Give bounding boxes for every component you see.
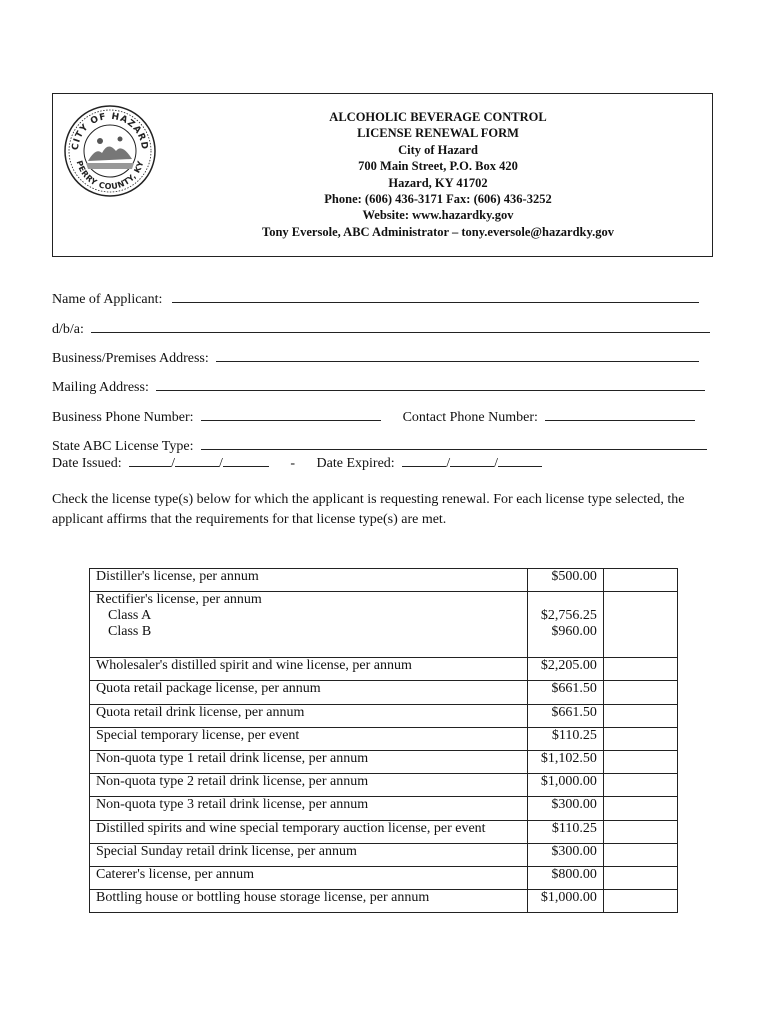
table-row bbox=[90, 797, 678, 820]
license-checkbox[interactable] bbox=[603, 592, 677, 658]
header-title: ALCOHOLIC BEVERAGE CONTROL bbox=[329, 110, 547, 124]
license-checkbox[interactable] bbox=[603, 658, 677, 681]
business-phone-field[interactable] bbox=[201, 408, 381, 421]
license-checkbox[interactable] bbox=[603, 820, 677, 843]
rectifier-class-b-fee: $960.00 bbox=[551, 624, 597, 640]
rectifier-class-a-fee: $2,756.25 bbox=[540, 608, 597, 624]
header-website: Website: www.hazardky.gov bbox=[362, 208, 514, 223]
license-label: Quota retail drink license, per annum bbox=[90, 704, 528, 727]
license-fee: $300.00 bbox=[527, 843, 603, 866]
rectifier-class-a-label: Class A bbox=[108, 608, 152, 624]
license-fee: $1,000.00 bbox=[527, 774, 603, 797]
license-fee: $300.00 bbox=[527, 797, 603, 820]
license-checkbox[interactable] bbox=[603, 750, 677, 773]
dba-label: d/b/a: bbox=[52, 322, 84, 337]
table-row bbox=[90, 592, 678, 658]
date-expired-slash-1: / bbox=[446, 456, 451, 471]
license-fee: $800.00 bbox=[527, 866, 603, 889]
date-expired-month-field[interactable] bbox=[402, 454, 446, 467]
license-fee-table bbox=[89, 568, 678, 913]
rectifier-cell bbox=[90, 592, 528, 658]
instructions-text: Check the license type(s) below for which the applicant is requesting renewal. For each license type selected, the applicant affirms that the requirements for that license type(s) are met. bbox=[52, 492, 685, 527]
license-label: Non-quota type 1 retail drink license, per annum bbox=[90, 750, 528, 773]
license-label: Bottling house or bottling house storage license, per annum bbox=[90, 890, 528, 913]
table-row bbox=[90, 774, 678, 797]
business-address-row bbox=[52, 349, 699, 367]
city-seal-logo bbox=[62, 103, 158, 199]
header-city-state: Hazard, KY 41702 bbox=[388, 175, 488, 190]
license-label: Distiller's license, per annum bbox=[90, 569, 528, 592]
license-label: Non-quota type 2 retail drink license, per annum bbox=[90, 774, 528, 797]
date-issued-label: Date Issued: bbox=[52, 456, 122, 471]
phone-row bbox=[52, 408, 695, 426]
table-row bbox=[90, 750, 678, 773]
license-label: Distilled spirits and wine special temporary auction license, per event bbox=[90, 820, 528, 843]
table-row bbox=[90, 890, 678, 913]
table-row bbox=[90, 843, 678, 866]
header-phone-fax: Phone: (606) 436-3171 Fax: (606) 436-3252 bbox=[324, 192, 552, 206]
header-administrator: Tony Eversole, ABC Administrator – tony.eversole@hazardky.gov bbox=[262, 224, 614, 239]
seal-bottom-text: PERRY COUNTY, KY bbox=[74, 159, 146, 192]
date-issued-day-field[interactable] bbox=[175, 454, 219, 467]
seal-top-text: CITY OF HAZARD bbox=[70, 111, 150, 151]
license-checkbox[interactable] bbox=[603, 866, 677, 889]
license-fee: $661.50 bbox=[527, 681, 603, 704]
license-label: Special temporary license, per event bbox=[90, 727, 528, 750]
date-expired-slash-2: / bbox=[494, 456, 498, 471]
state-license-type-label: State ABC License Type: bbox=[52, 439, 194, 454]
license-fee: $500.00 bbox=[527, 569, 603, 592]
license-label: Quota retail package license, per annum bbox=[90, 681, 528, 704]
date-issued-slash-2: / bbox=[218, 456, 223, 471]
date-separator: - bbox=[290, 456, 296, 471]
state-license-type-field[interactable] bbox=[201, 437, 707, 450]
license-fee: $2,205.00 bbox=[527, 658, 603, 681]
table-row bbox=[90, 658, 678, 681]
table-row bbox=[90, 569, 678, 592]
license-checkbox[interactable] bbox=[603, 727, 677, 750]
date-expired-year-field[interactable] bbox=[498, 454, 542, 467]
header-city: City of Hazard bbox=[398, 142, 478, 157]
applicant-name-label: Name of Applicant: bbox=[52, 292, 163, 307]
header-subtitle: LICENSE RENEWAL FORM bbox=[357, 126, 519, 141]
license-checkbox[interactable] bbox=[603, 774, 677, 797]
license-fee: $110.25 bbox=[527, 820, 603, 843]
dba-field[interactable] bbox=[91, 320, 710, 333]
license-label: Rectifier's license, per annum bbox=[96, 592, 262, 608]
applicant-name-field[interactable] bbox=[172, 290, 699, 303]
date-issued-month-field[interactable] bbox=[129, 454, 171, 467]
license-fee: $1,000.00 bbox=[527, 890, 603, 913]
license-label: Non-quota type 3 retail drink license, per annum bbox=[90, 797, 528, 820]
license-label: Special Sunday retail drink license, per annum bbox=[90, 843, 528, 866]
dba-row bbox=[52, 320, 710, 338]
date-issued-slash-1: / bbox=[171, 456, 175, 471]
date-expired-day-field[interactable] bbox=[450, 454, 494, 467]
contact-phone-field[interactable] bbox=[545, 408, 695, 421]
applicant-name-row bbox=[52, 290, 699, 308]
license-checkbox[interactable] bbox=[603, 681, 677, 704]
license-checkbox[interactable] bbox=[603, 797, 677, 820]
license-checkbox[interactable] bbox=[603, 704, 677, 727]
contact-phone-label: Contact Phone Number: bbox=[402, 410, 538, 425]
business-address-field[interactable] bbox=[216, 349, 699, 362]
mailing-address-row bbox=[52, 378, 705, 396]
mailing-address-field[interactable] bbox=[156, 378, 705, 391]
svg-text:CITY OF HAZARD bbox=[71, 112, 149, 151]
date-issued-year-field[interactable] bbox=[223, 454, 269, 467]
rectifier-fee-cell bbox=[527, 592, 603, 658]
license-fee: $110.25 bbox=[527, 727, 603, 750]
mailing-address-label: Mailing Address: bbox=[52, 380, 149, 395]
rectifier-class-b-label: Class B bbox=[108, 624, 152, 640]
business-address-label: Business/Premises Address: bbox=[52, 351, 209, 366]
table-row bbox=[90, 866, 678, 889]
license-checkbox[interactable] bbox=[603, 843, 677, 866]
table-row bbox=[90, 820, 678, 843]
license-fee: $1,102.50 bbox=[527, 750, 603, 773]
license-fee: $661.50 bbox=[527, 704, 603, 727]
license-checkbox[interactable] bbox=[603, 569, 677, 592]
table-row bbox=[90, 727, 678, 750]
state-license-type-row bbox=[52, 437, 707, 455]
business-phone-label: Business Phone Number: bbox=[52, 410, 194, 425]
license-label: Wholesaler's distilled spirit and wine license, per annum bbox=[90, 658, 528, 681]
table-row bbox=[90, 681, 678, 704]
dates-row bbox=[52, 454, 542, 472]
table-row bbox=[90, 704, 678, 727]
license-label: Caterer's license, per annum bbox=[90, 866, 528, 889]
header-street: 700 Main Street, P.O. Box 420 bbox=[358, 159, 518, 174]
license-checkbox[interactable] bbox=[603, 890, 677, 913]
date-expired-label: Date Expired: bbox=[316, 456, 395, 471]
